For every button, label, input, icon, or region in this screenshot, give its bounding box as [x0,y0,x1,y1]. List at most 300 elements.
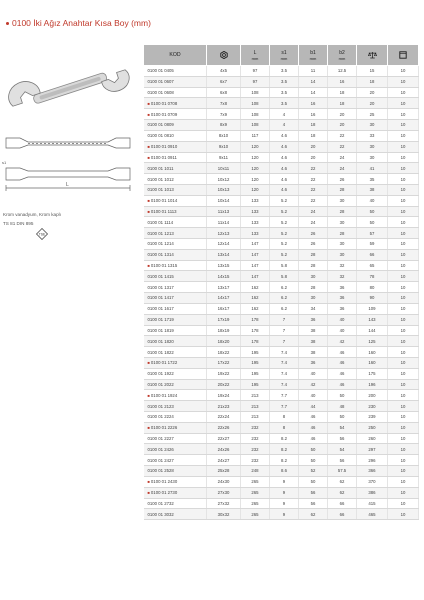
cell-b2: 54 [328,444,357,455]
cell-kod [144,217,207,228]
cell-kod [144,509,207,520]
nut-icon [220,51,228,59]
cell-s1: 8.2 [270,433,299,444]
cell-b1: 50 [299,444,328,455]
cell-kod [144,336,207,347]
cell-b2: 16 [328,76,357,87]
cell-L: 178 [241,336,270,347]
table-row [144,98,419,109]
cell-L: 265 [241,476,270,487]
cell-w: 66 [357,249,388,260]
cell-s1: 5.8 [270,271,299,282]
cell-w: 230 [357,401,388,412]
cell-w: 40 [357,195,388,206]
cell-kod [144,87,207,98]
new-item-marker-icon: ■ [147,100,150,106]
cell-s1: 6.2 [270,293,299,304]
cell-w: 196 [357,379,388,390]
cell-p: 10 [388,433,419,444]
table-row [144,141,419,152]
cell-p: 10 [388,422,419,433]
cell-b2: 56 [328,433,357,444]
table-row [144,109,419,120]
cell-kod-text: 0100 01 1315 [150,263,178,269]
cell-w: 41 [357,163,388,174]
cell-w: 30 [357,141,388,152]
cell-w: 90 [357,293,388,304]
cell-w: 15 [357,66,388,77]
table-header-row [144,45,419,66]
cell-p: 10 [388,271,419,282]
table-row [144,76,419,87]
cell-p: 10 [388,76,419,87]
cell-b2: 30 [328,249,357,260]
table-body [144,66,419,520]
table-row [144,433,419,444]
cell-size: 11x14 [207,217,241,228]
table-row [144,487,419,498]
cell-kod [144,152,207,163]
cell-size: 10x13 [207,184,241,195]
cell-L: 108 [241,120,270,131]
cell-w: 65 [357,260,388,271]
page-title [6,18,151,28]
cell-kod [144,347,207,358]
new-item-marker-icon: ■ [147,263,150,269]
cell-kod-text: 0100 01 3032 [147,511,174,517]
table-row [144,271,419,282]
cell-size: 18x19 [207,325,241,336]
cell-kod [144,487,207,498]
cell-w: 57 [357,228,388,239]
cell-s1: 4.6 [270,174,299,185]
cell-L: 120 [241,174,270,185]
cell-s1: 9 [270,476,299,487]
table-row [144,184,419,195]
cell-b1: 34 [299,303,328,314]
cell-b2: 57.5 [328,466,357,477]
cell-s1: 3.5 [270,76,299,87]
cell-s1: 5.2 [270,195,299,206]
cell-kod-text: 0100 01 1317 [147,284,174,290]
cell-L: 232 [241,422,270,433]
cell-b1: 36 [299,357,328,368]
cell-kod [144,184,207,195]
cell-s1: 4.6 [270,163,299,174]
cell-w: 59 [357,239,388,250]
cell-size: 22x26 [207,422,241,433]
cell-b1: 46 [299,433,328,444]
wrench-technical-drawing [2,128,136,196]
cell-b2: 36 [328,303,357,314]
cell-p: 10 [388,141,419,152]
cell-b2: 50 [328,390,357,401]
cell-b2: 20 [328,109,357,120]
new-item-marker-icon: ■ [147,392,150,398]
cell-size: 24x26 [207,444,241,455]
cell-w: 465 [357,509,388,520]
cell-w: 200 [357,390,388,401]
table-row [144,206,419,217]
cell-b2: 26 [328,174,357,185]
cell-kod [144,163,207,174]
cell-L: 265 [241,509,270,520]
cell-b2: 62 [328,476,357,487]
cell-b2: 36 [328,282,357,293]
cell-kod [144,422,207,433]
table-row [144,174,419,185]
scale-icon [368,51,377,59]
cell-kod [144,228,207,239]
cell-kod-text: 0100 01 2732 [147,500,174,506]
table-row [144,336,419,347]
cell-size: 24x30 [207,476,241,487]
table-row [144,357,419,368]
cell-b1: 18 [299,120,328,131]
cell-L: 97 [241,76,270,87]
col-s1-unit: mm [280,55,288,61]
cell-p: 10 [388,498,419,509]
cell-kod [144,249,207,260]
col-pack [388,45,419,66]
cell-size: 10x12 [207,174,241,185]
new-item-marker-icon: ■ [147,111,150,117]
cell-kod-text: 0100 01 2426 [147,446,174,452]
cell-s1: 7.4 [270,379,299,390]
cell-w: 366 [357,466,388,477]
cell-s1: 5.2 [270,217,299,228]
table-row [144,239,419,250]
cell-kod-text: 0100 01 2224 [147,414,174,420]
cell-size: 22x27 [207,433,241,444]
cell-kod [144,174,207,185]
cell-b1: 16 [299,109,328,120]
cell-kod-text: 0100 01 1014 [150,198,178,204]
new-item-marker-icon: ■ [147,144,150,150]
cell-b2: 18 [328,98,357,109]
cell-b1: 28 [299,249,328,260]
new-item-marker-icon: ■ [147,360,150,366]
cell-kod [144,357,207,368]
cell-w: 415 [357,498,388,509]
cell-kod [144,455,207,466]
table-row [144,66,419,77]
cell-p: 10 [388,249,419,260]
cell-kod [144,293,207,304]
cell-L: 178 [241,325,270,336]
cell-b1: 22 [299,195,328,206]
tse-badge-icon [36,228,48,240]
cell-s1: 5.2 [270,206,299,217]
cell-L: 147 [241,260,270,271]
cell-kod-text: 0100 01 0608 [147,90,174,96]
cell-p: 10 [388,228,419,239]
table-row [144,379,419,390]
cell-b1: 46 [299,412,328,423]
cell-kod [144,476,207,487]
cell-s1: 4.6 [270,141,299,152]
cell-size: 18x22 [207,347,241,358]
cell-b1: 36 [299,314,328,325]
col-s1 [270,45,299,66]
cell-kod-text: 0100 01 1214 [147,241,174,247]
cell-s1: 7.7 [270,390,299,401]
cell-w: 143 [357,314,388,325]
table-row [144,422,419,433]
cell-kod-text: 0100 01 1819 [147,327,174,333]
cell-p: 10 [388,347,419,358]
cell-p: 10 [388,152,419,163]
col-weight [357,45,388,66]
cell-b2: 66 [328,498,357,509]
cell-b1: 40 [299,368,328,379]
cell-size: 7x8 [207,98,241,109]
cell-b1: 30 [299,271,328,282]
material-text: Krom vanadyum, Krom kaplı [3,212,61,217]
cell-p: 10 [388,120,419,131]
cell-s1: 7 [270,314,299,325]
cell-w: 144 [357,325,388,336]
cell-p: 10 [388,357,419,368]
cell-p: 10 [388,87,419,98]
table-row [144,217,419,228]
cell-kod [144,76,207,87]
cell-L: 97 [241,66,270,77]
cell-L: 162 [241,293,270,304]
cell-p: 10 [388,390,419,401]
cell-b1: 62 [299,509,328,520]
cell-b2: 30 [328,195,357,206]
cell-size: 18x20 [207,336,241,347]
table-row [144,314,419,325]
table-row [144,260,419,271]
cell-p: 10 [388,412,419,423]
cell-s1: 8 [270,422,299,433]
table-row [144,412,419,423]
cell-kod-text: 0100 01 0708 [150,100,178,106]
cell-b1: 56 [299,487,328,498]
cell-p: 10 [388,466,419,477]
cell-kod [144,271,207,282]
cell-kod-text: 0100 01 0709 [150,111,178,117]
table-row [144,444,419,455]
col-size [207,45,241,66]
cell-size: 8x10 [207,130,241,141]
cell-b2: 46 [328,357,357,368]
cell-b2: 20 [328,120,357,131]
cell-size: 19x22 [207,368,241,379]
cell-kod [144,260,207,271]
standard-text: TS 81 DIN 895 [3,221,34,226]
table-row [144,152,419,163]
cell-size: 9x11 [207,152,241,163]
table-row [144,195,419,206]
cell-b2: 50 [328,412,357,423]
cell-kod-text: 0100 01 1314 [147,252,174,258]
cell-s1: 5.2 [270,228,299,239]
cell-kod-text: 0100 01 1013 [147,187,174,193]
table-row [144,325,419,336]
cell-w: 80 [357,282,388,293]
cell-w: 30 [357,152,388,163]
cell-s1: 4.6 [270,184,299,195]
cell-w: 250 [357,422,388,433]
cell-b1: 38 [299,336,328,347]
cell-b1: 20 [299,152,328,163]
cell-kod-text: 0100 01 1820 [147,338,174,344]
cell-w: 260 [357,433,388,444]
cell-size: 17x19 [207,314,241,325]
cell-b1: 26 [299,228,328,239]
cell-b2: 40 [328,314,357,325]
table-row [144,303,419,314]
cell-kod-text: 0100 01 0910 [150,144,178,150]
cell-b2: 28 [328,228,357,239]
cell-b1: 38 [299,325,328,336]
cell-L: 117 [241,130,270,141]
cell-size: 10x14 [207,195,241,206]
cell-b1: 28 [299,282,328,293]
cell-size: 13x15 [207,260,241,271]
cell-w: 18 [357,76,388,87]
cell-kod [144,66,207,77]
cell-L: 195 [241,368,270,379]
cell-w: 50 [357,217,388,228]
cell-s1: 5.8 [270,260,299,271]
box-icon [399,51,407,59]
cell-w: 297 [357,444,388,455]
cell-kod [144,141,207,152]
cell-size: 6x8 [207,87,241,98]
cell-w: 386 [357,487,388,498]
cell-b2: 54 [328,422,357,433]
cell-kod [144,325,207,336]
cell-p: 10 [388,109,419,120]
col-b2-label: b2 [339,49,345,56]
cell-kod-text: 0100 01 2227 [147,436,174,442]
new-item-marker-icon: ■ [147,154,150,160]
cell-b1: 42 [299,379,328,390]
cell-b1: 16 [299,98,328,109]
cell-b1: 28 [299,260,328,271]
cell-s1: 7 [270,336,299,347]
cell-size: 19x24 [207,390,241,401]
cell-kod-text: 0100 01 1719 [147,317,174,323]
cell-b1: 44 [299,401,328,412]
cell-p: 10 [388,325,419,336]
cell-p: 10 [388,282,419,293]
cell-kod [144,130,207,141]
cell-w: 33 [357,130,388,141]
cell-kod [144,120,207,131]
cell-kod-text: 0100 01 2226 [150,425,178,431]
col-b2 [328,45,357,66]
cell-kod [144,303,207,314]
cell-b2: 32 [328,260,357,271]
cell-L: 162 [241,282,270,293]
cell-size: 11x13 [207,206,241,217]
cell-L: 147 [241,271,270,282]
table-row [144,476,419,487]
cell-s1: 4.6 [270,130,299,141]
cell-L: 120 [241,152,270,163]
cell-s1: 3.5 [270,87,299,98]
cell-size: 21x23 [207,401,241,412]
cell-L: 133 [241,206,270,217]
cell-size: 12x13 [207,228,241,239]
cell-b1: 26 [299,239,328,250]
cell-kod-text: 0100 01 1417 [147,295,174,301]
cell-size: 8x9 [207,120,241,131]
cell-b1: 24 [299,206,328,217]
cell-p: 10 [388,184,419,195]
cell-L: 108 [241,87,270,98]
table-row [144,455,419,466]
cell-kod-text: 0100 01 1113 [150,208,177,214]
cell-b1: 50 [299,455,328,466]
cell-b2: 46 [328,368,357,379]
cell-kod-text: 0100 01 0911 [150,154,177,160]
table-row [144,347,419,358]
cell-b1: 22 [299,174,328,185]
cell-kod [144,498,207,509]
cell-b2: 56 [328,455,357,466]
cell-p: 10 [388,476,419,487]
cell-kod [144,206,207,217]
cell-s1: 7.4 [270,368,299,379]
cell-w: 50 [357,206,388,217]
cell-w: 160 [357,347,388,358]
cell-kod-text: 0100 01 1011 [147,165,174,171]
cell-L: 147 [241,249,270,260]
cell-kod [144,379,207,390]
cell-b1: 11 [299,66,328,77]
cell-s1: 4 [270,109,299,120]
cell-size: 13x17 [207,282,241,293]
cell-w: 78 [357,271,388,282]
cell-kod-text: 0100 01 2022 [147,381,174,387]
bullet-icon [6,22,9,25]
table-row [144,509,419,520]
cell-b1: 40 [299,390,328,401]
cell-L: 213 [241,390,270,401]
table-row [144,401,419,412]
col-b1 [299,45,328,66]
cell-b2: 46 [328,347,357,358]
cell-w: 370 [357,476,388,487]
col-s1-label: s1 [281,49,287,56]
cell-L: 120 [241,141,270,152]
cell-size: 30x32 [207,509,241,520]
cell-s1: 4.6 [270,152,299,163]
cell-L: 248 [241,466,270,477]
cell-w: 175 [357,368,388,379]
cell-s1: 7.4 [270,357,299,368]
cell-w: 296 [357,455,388,466]
new-item-marker-icon: ■ [147,425,150,431]
cell-s1: 8.6 [270,466,299,477]
table-row [144,130,419,141]
cell-kod [144,98,207,109]
cell-b1: 56 [299,498,328,509]
cell-b2: 32 [328,271,357,282]
cell-s1: 8.2 [270,444,299,455]
cell-size: 25x28 [207,466,241,477]
cell-s1: 3.5 [270,66,299,77]
cell-kod-text: 0100 01 0607 [147,79,174,85]
cell-p: 10 [388,174,419,185]
cell-p: 10 [388,66,419,77]
